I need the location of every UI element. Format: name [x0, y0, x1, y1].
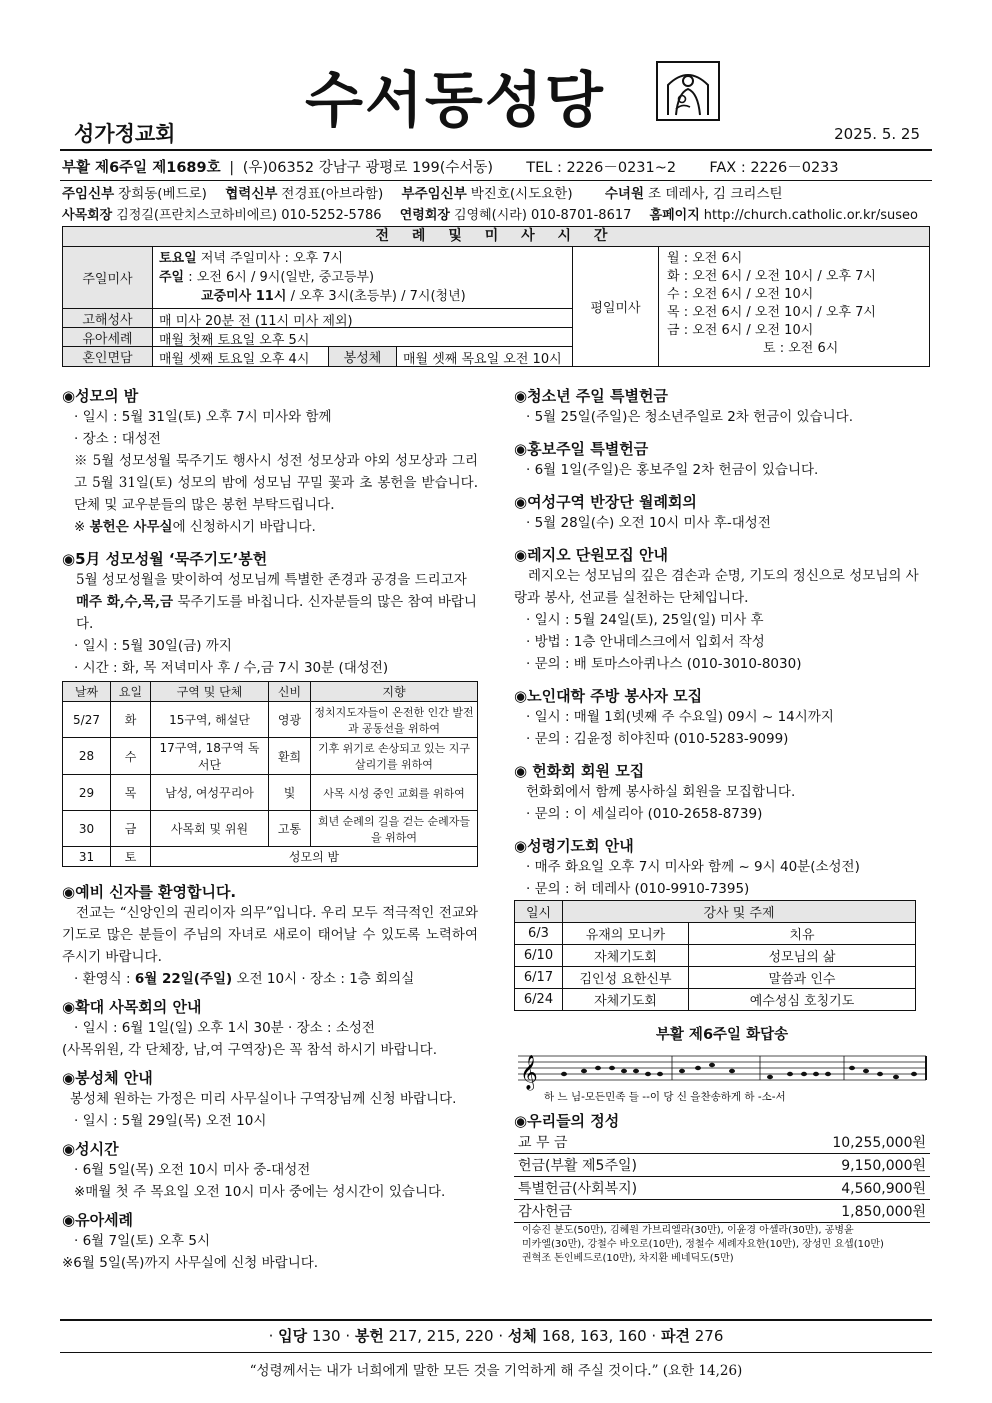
weekday-line: 토 : 오전 6시: [763, 341, 839, 356]
section-title: ◉5月 성모성월 ‘묵주기도’봉헌: [62, 550, 268, 568]
issue-date: 2025. 5. 25: [834, 125, 920, 143]
weekday-line: 수 : 오전 6시 / 오전 10시: [667, 287, 814, 302]
thanks-donors: [514, 1224, 930, 1266]
table-cell: 치유: [689, 923, 916, 945]
table-cell: 금: [111, 811, 151, 847]
section-line: 헌화회에서 함께 봉사하실 회원을 모집합니다.: [526, 784, 796, 800]
table-cell: 6/3: [515, 923, 563, 945]
table-cell: 유재의 모니카: [563, 923, 689, 945]
section-title: ◉우리들의 정성: [514, 1112, 620, 1130]
table-cell: 사목회 및 위원: [151, 811, 269, 847]
stat-value: 276: [694, 1327, 724, 1345]
eucharist-time: 매월 셋째 목요일 오전 10시: [397, 347, 573, 366]
clergy-label: 부주임신부: [401, 186, 467, 202]
section-line: · 일시 : 5월 24일(토), 25일(일) 미사 후: [526, 612, 764, 628]
donor-line: 미카엘(30만), 강철수 바오로(10만), 정철수 세례자요한(10만), 장성민 요셉(10만): [522, 1239, 884, 1250]
saturday-mass: 저녁 주일미사 : 오후 7시: [200, 251, 344, 266]
section-line: ※ 5월 성모성월 묵주기도 행사시 성전 성모상과 야외 성모상과 그리고 5월 31일(토) 성모의 밤에 성모님 꾸밀 꽃과 초 봉헌을 받습니다. 단체 및 교우분들의 많은 봉헌 부탁드립니다.: [74, 453, 478, 513]
table-row: [514, 1200, 930, 1223]
clergy-row: [62, 183, 934, 205]
table-cell: 화: [111, 702, 151, 738]
tel: TEL : 2226－0231~2: [526, 160, 677, 176]
offering-amount: 1,850,000원: [745, 1200, 930, 1223]
table-header: 구역 및 단체: [151, 682, 269, 702]
section-line: [62, 516, 478, 538]
schedule-body: [63, 247, 929, 366]
table-row: [63, 738, 478, 775]
table-cell: 17구역, 18구역 독서단: [151, 738, 269, 775]
section-line: 전교는 “신앙인의 권리이자 의무”입니다. 우리 모두 적극적인 전교와 기도로 많은 분들이 주님의 자녀로 새로이 태어날 수 있도록 노력하여 주시기 바랍니다.: [62, 905, 478, 965]
table-cell: 자체기도회: [563, 945, 689, 967]
section-line: · 문의 : 이 세실리아 (010-2658-8739): [526, 806, 763, 822]
stat-label: 파견: [660, 1327, 690, 1345]
footer-divider: [60, 1319, 932, 1321]
bold-text: 봉헌은 사무실: [89, 519, 173, 535]
text: 5월 성모성월을 맞이하여 성모님께 특별한 존경과 공경을 드리고자: [76, 572, 467, 588]
section-line: · 일시 : 5월 31일(토) 오후 7시 미사와 함께: [74, 409, 332, 425]
address: (우)06352 강남구 광평로 199(수서동): [242, 160, 494, 176]
offering-label: 교 무 금: [514, 1131, 745, 1154]
table-row: [515, 945, 916, 967]
section-line: ※6월 5일(목)까지 사무실에 신청 바랍니다.: [62, 1255, 319, 1271]
fax: FAX : 2226－0233: [709, 160, 839, 176]
table-cell: 30: [63, 811, 111, 847]
clergy-label: 주임신부: [62, 186, 115, 202]
left-column: [62, 379, 478, 1274]
table-row: [515, 923, 916, 945]
table-cell: 사목 시성 중인 교회를 위하여: [311, 775, 478, 811]
table-cell: 6/24: [515, 989, 563, 1011]
table-cell: 자체기도회: [563, 989, 689, 1011]
table-cell: 환희: [269, 738, 311, 775]
offering-label: 특별헌금(사회복지): [514, 1177, 745, 1200]
table-header: 신비: [269, 682, 311, 702]
clergy-value: 박진호(시도요한): [470, 186, 573, 202]
table-row: [515, 967, 916, 989]
table-row: [514, 1154, 930, 1177]
music-staff: [514, 1048, 930, 1108]
text: · 환영식 :: [74, 971, 131, 987]
clergy-label: 사목회장: [62, 208, 113, 223]
section-line: · 5월 28일(수) 오전 10시 미사 후-대성전: [526, 515, 771, 531]
clergy-value: 장희동(베드로): [118, 186, 207, 202]
weekday-mass-label: 평일미사: [573, 247, 659, 366]
section-line: · 일시 : 매월 1회(넷째 주 수요일) 09시 ~ 14시까지: [526, 709, 834, 725]
section-line: · 방법 : 1층 안내데스크에서 입회서 작성: [526, 634, 765, 650]
table-cell: 말씀과 인수: [689, 967, 916, 989]
header-divider: [60, 149, 932, 151]
table-cell: 목: [111, 775, 151, 811]
offering-table: [514, 1131, 930, 1223]
clergy-value: 김영혜(시라) 010-8701-8617: [453, 208, 632, 223]
stat-label: 봉헌: [354, 1327, 384, 1345]
table-cell: 정치지도자들이 온전한 인간 발전과 공동선을 위하여: [311, 702, 478, 738]
section-line: · 6월 1일(주일)은 홍보주일 2차 헌금이 있습니다.: [526, 462, 819, 478]
eucharist-label: 봉성체: [329, 347, 397, 366]
table-row: [514, 1131, 930, 1154]
table-cell: 6/17: [515, 967, 563, 989]
hymn-lyrics: 하 느 님-모든민족 들 --이 당 신 을찬송하게 하 -소-서: [544, 1091, 786, 1103]
donor-line: 이승진 분도(50만), 김혜원 가브리엘라(30만), 이윤경 아셀라(30만), 공병윤: [522, 1225, 854, 1236]
section-line: · 6월 5일(목) 오전 10시 미사 중-대성전: [74, 1162, 311, 1178]
stat-value: 168, 163, 160: [541, 1327, 647, 1345]
marriage-time: 매월 셋째 토요일 오후 4시: [153, 347, 329, 366]
confession-label: 고해성사: [63, 309, 153, 328]
church-title: 수서동성당: [305, 66, 605, 136]
homepage-link[interactable]: http://church.catholic.or.kr/suseo: [703, 208, 918, 223]
table-row: [515, 989, 916, 1011]
parish-subtitle: 성가정교회: [74, 122, 176, 146]
sunday-mass: : 오전 6시 / 9시(일반, 중고등부): [188, 270, 375, 285]
mass-stats: · 입당 130 · 봉헌 217, 215, 220 · 성체 168, 163, 160 · 파견 276: [268, 1327, 724, 1345]
offering-amount: 9,150,000원: [745, 1154, 930, 1177]
sunday-mass-extra: / 오후 3시(초등부) / 7시(청년): [290, 289, 466, 304]
baptism-label: 유아세례: [63, 328, 153, 347]
section-line: · 문의 : 김윤정 히야친따 (010-5283-9099): [526, 731, 789, 747]
table-cell: 영광: [269, 702, 311, 738]
section-line: · 5월 25일(주일)은 청소년주일로 2차 헌금이 있습니다.: [526, 409, 853, 425]
table-cell: 수: [111, 738, 151, 775]
baptism-time: 매월 첫째 토요일 오후 5시: [153, 328, 573, 347]
main-mass: 교중미사 11시: [201, 289, 287, 304]
section-line: ※매월 첫 주 목요일 오전 10시 미사 중에는 성시간이 있습니다.: [74, 1184, 446, 1200]
section-line: · 시간 : 화, 목 저녁미사 후 / 수,금 7시 30분 (대성전): [74, 660, 389, 676]
table-row: [63, 811, 478, 847]
table-cell: 예수성심 호칭기도: [689, 989, 916, 1011]
section-title: ◉ 헌화회 회원 모집: [514, 762, 645, 780]
table-row: [63, 702, 478, 738]
section-line: · 문의 : 허 데레사 (010-9910-7395): [526, 881, 750, 897]
table-cell: 31: [63, 847, 111, 867]
clergy-label: 협력신부: [225, 186, 278, 202]
section-line: · 매주 화요일 오후 7시 미사와 함께 ~ 9시 40분(소성전): [526, 859, 860, 875]
clergy-label: 홈페이지: [649, 208, 700, 223]
section-title: ◉확대 사목회의 안내: [62, 998, 202, 1016]
section-line: · 6월 7일(토) 오후 5시: [74, 1233, 211, 1249]
svg-text:𝄞: 𝄞: [520, 1055, 538, 1090]
table-header: 날짜: [63, 682, 111, 702]
section-title: ◉여성구역 반장단 월례회의: [514, 493, 697, 511]
section-line: [62, 968, 478, 990]
clergy-label: 연령회장: [399, 208, 450, 223]
weekday-line: 금 : 오전 6시 / 오전 10시: [667, 323, 814, 338]
text: 묵주기도를 바칩니다. 신자분들의 많은 참여 바랍니다.: [76, 594, 477, 632]
clergy-value: 조 데레사, 김 크리스틴: [648, 186, 783, 202]
table-cell: 기후 위기로 손상되고 있는 지구 살리기를 위하여: [311, 738, 478, 775]
page-header: [60, 45, 932, 185]
table-cell: 5/27: [63, 702, 111, 738]
table-row: [63, 775, 478, 811]
mass-schedule: [62, 226, 930, 367]
section-line: 레지오는 성모님의 깊은 겸손과 순명, 기도의 정신으로 성모님의 사랑과 봉사, 선교를 실천하는 단체입니다.: [514, 568, 919, 606]
table-cell: 15구역, 해설단: [151, 702, 269, 738]
bold-text: 매주 화,수,목,금: [76, 594, 174, 610]
weekday-mass-times: [667, 250, 927, 358]
table-cell: 희년 순례의 길을 걷는 순례자들을 위하여: [311, 811, 478, 847]
table-header: 지향: [311, 682, 478, 702]
section-title: ◉예비 신자를 환영합니다.: [62, 883, 237, 901]
weekday-line: 화 : 오전 6시 / 오전 10시 / 오후 7시: [667, 269, 876, 284]
hymn-title: 부활 제6주일 화답송: [655, 1027, 789, 1043]
section-title: ◉노인대학 주방 봉사자 모집: [514, 687, 703, 705]
bible-verse: “성령께서는 내가 너희에게 말한 모든 것을 기억하게 해 주실 것이다.” (요한 14,26): [249, 1363, 743, 1379]
confession-time: 매 미사 20분 전 (11시 미사 제외): [153, 309, 573, 328]
clergy-label: 수녀원: [604, 186, 645, 202]
section-title: ◉성모의 밤: [62, 387, 139, 405]
section-line: [62, 569, 478, 635]
marriage-label: 혼인면담: [63, 347, 153, 366]
right-column: [514, 379, 930, 1266]
sunday-label: 주일: [159, 270, 185, 285]
schedule-title: 전 례 및 미 사 시 간: [63, 227, 929, 247]
stat-value: 130: [311, 1327, 341, 1345]
clergy-row: [62, 205, 934, 227]
table-cell: 토: [111, 847, 151, 867]
donor-line: 권혁조 돈인베드로(10만), 차지환 베네딕도(5만): [522, 1253, 734, 1264]
weekday-line: 월 : 오전 6시: [667, 251, 743, 266]
table-header: 요일: [111, 682, 151, 702]
section-title: ◉홍보주일 특별헌금: [514, 440, 649, 458]
table-cell: 빛: [269, 775, 311, 811]
header-divider: [60, 180, 932, 181]
weekday-line: 목 : 오전 6시 / 오전 10시 / 오후 7시: [667, 305, 876, 320]
rosary-table: [62, 681, 478, 867]
section-line: (사목위원, 각 단체장, 남,여 구역장)은 꼭 참석 하시기 바랍니다.: [62, 1042, 438, 1058]
prayer-table: [514, 900, 916, 1011]
table-cell: 28: [63, 738, 111, 775]
sunday-mass-times: [153, 247, 573, 309]
stat-value: 217, 215, 220: [388, 1327, 494, 1345]
section-title: ◉청소년 주일 특별헌금: [514, 387, 668, 405]
table-header: 일시: [515, 901, 563, 923]
offering-label: 헌금(부활 제5주일): [514, 1154, 745, 1177]
note-text: 에 신청하시기 바랍니다.: [172, 519, 316, 535]
table-cell: 김인성 요한신부: [563, 967, 689, 989]
table-cell: 고통: [269, 811, 311, 847]
table-cell: 6/10: [515, 945, 563, 967]
holy-family-logo-icon: [656, 61, 720, 121]
stat-label: 입당: [278, 1327, 308, 1345]
footer-divider: [60, 1352, 932, 1353]
text: 오전 10시 · 장소 : 1층 회의실: [236, 971, 415, 987]
issue-number: 부활 제6주일 제1689호: [62, 160, 221, 176]
section-line: 봉성체 원하는 가정은 미리 사무실이나 구역장님께 신청 바랍니다.: [70, 1091, 457, 1107]
section-line: · 일시 : 6월 1일(일) 오후 1시 30분 · 장소 : 소성전: [74, 1020, 375, 1036]
section-line: · 일시 : 5월 30일(금) 까지: [74, 638, 232, 654]
sunday-mass-label: 주일미사: [63, 247, 153, 309]
offering-amount: 4,560,900원: [745, 1177, 930, 1200]
table-cell: 29: [63, 775, 111, 811]
clergy-value: 전경표(아브라함): [281, 186, 384, 202]
clergy-info: [62, 183, 934, 227]
saturday-label: 토요일: [159, 251, 197, 266]
table-cell: 성모의 밤: [151, 847, 478, 867]
note-mark: ※: [74, 519, 86, 535]
offering-label: 감사헌금: [514, 1200, 745, 1223]
section-line: · 문의 : 배 토마스아퀴나스 (010-3010-8030): [526, 656, 802, 672]
table-cell: 남성, 여성꾸리아: [151, 775, 269, 811]
issue-info-line: 부활 제6주일 제1689호 | (우)06352 강남구 광평로 199(수서동) TEL : 2226－0231~2 FAX : 2226－0233: [62, 160, 839, 176]
section-title: ◉레지오 단원모집 안내: [514, 546, 668, 564]
offering-amount: 10,255,000원: [745, 1131, 930, 1154]
table-row: [63, 847, 478, 867]
table-header: 강사 및 주제: [563, 901, 916, 923]
section-title: ◉성령기도회 안내: [514, 837, 634, 855]
table-row: [514, 1177, 930, 1200]
section-title: ◉봉성체 안내: [62, 1069, 153, 1087]
section-line: · 일시 : 5월 29일(목) 오전 10시: [74, 1113, 267, 1129]
stat-label: 성체: [507, 1327, 537, 1345]
clergy-value: 김정길(프란치스코하비에르) 010-5252-5786: [116, 208, 382, 223]
section-title: ◉유아세례: [62, 1211, 134, 1229]
section-title: ◉성시간: [62, 1140, 119, 1158]
bold-text: 6월 22일(주일): [134, 971, 233, 987]
section-line: · 장소 : 대성전: [74, 431, 161, 447]
table-cell: 성모님의 삶: [689, 945, 916, 967]
